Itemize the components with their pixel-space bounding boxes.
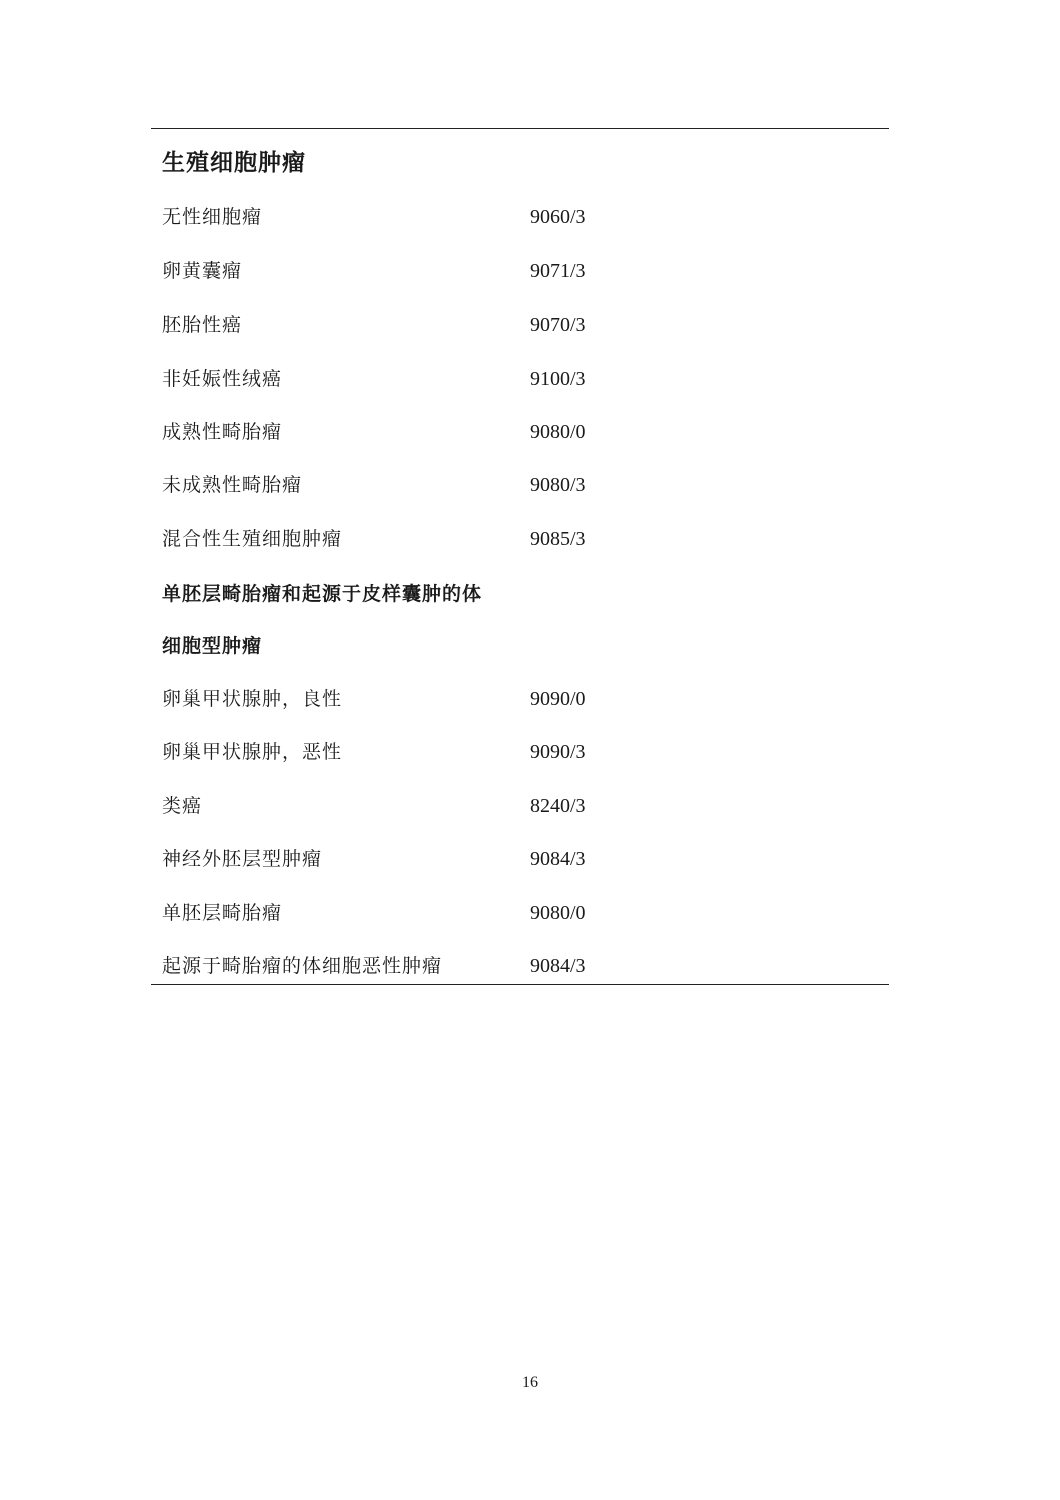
entry-code: 9090/0 xyxy=(530,688,586,710)
entry-name: 成熟性畸胎瘤 xyxy=(162,421,283,443)
subheading-line-1: 单胚层畸胎瘤和起源于皮样囊肿的体 xyxy=(162,583,483,605)
table-row xyxy=(162,362,862,396)
page-number: 16 xyxy=(522,1374,538,1391)
entry-name: 卵黄囊瘤 xyxy=(162,260,243,282)
table-top-rule xyxy=(151,128,889,129)
entry-code: 9070/3 xyxy=(530,314,586,336)
entry-code: 9085/3 xyxy=(530,528,586,550)
entry-code: 9080/0 xyxy=(530,902,586,924)
table-row xyxy=(162,842,862,876)
entry-code: 9071/3 xyxy=(530,260,586,282)
entry-name: 无性细胞瘤 xyxy=(162,206,263,228)
table-bottom-rule xyxy=(151,984,889,985)
table-row xyxy=(162,200,862,234)
entry-name: 胚胎性癌 xyxy=(162,314,243,336)
table-row xyxy=(162,468,862,502)
entry-code: 9084/3 xyxy=(530,848,586,870)
entry-code: 9084/3 xyxy=(530,955,586,977)
table-row xyxy=(162,308,862,342)
entry-name: 神经外胚层型肿瘤 xyxy=(162,848,323,870)
entry-code: 9060/3 xyxy=(530,206,586,228)
table-row xyxy=(162,735,862,769)
entry-name: 起源于畸胎瘤的体细胞恶性肿瘤 xyxy=(162,955,443,977)
entry-name: 未成熟性畸胎瘤 xyxy=(162,474,303,496)
entry-code: 9080/3 xyxy=(530,474,586,496)
entry-code: 9100/3 xyxy=(530,368,586,390)
entry-code: 9080/0 xyxy=(530,421,586,443)
entry-name: 混合性生殖细胞肿瘤 xyxy=(162,528,343,550)
table-row xyxy=(162,682,862,716)
table-row xyxy=(162,415,862,449)
table-row xyxy=(162,896,862,930)
entry-code: 8240/3 xyxy=(530,795,586,817)
table-row xyxy=(162,789,862,823)
table-row xyxy=(162,522,862,556)
table-row xyxy=(162,254,862,288)
entry-name: 卵巢甲状腺肿，良性 xyxy=(162,688,343,710)
section-title: 生殖细胞肿瘤 xyxy=(162,150,306,176)
entry-name: 非妊娠性绒癌 xyxy=(162,368,283,390)
entry-name: 类癌 xyxy=(162,795,203,817)
table-row xyxy=(162,949,862,983)
subheading-line-2: 细胞型肿瘤 xyxy=(162,635,263,657)
entry-name: 卵巢甲状腺肿，恶性 xyxy=(162,741,343,763)
entry-name: 单胚层畸胎瘤 xyxy=(162,902,283,924)
entry-code: 9090/3 xyxy=(530,741,586,763)
